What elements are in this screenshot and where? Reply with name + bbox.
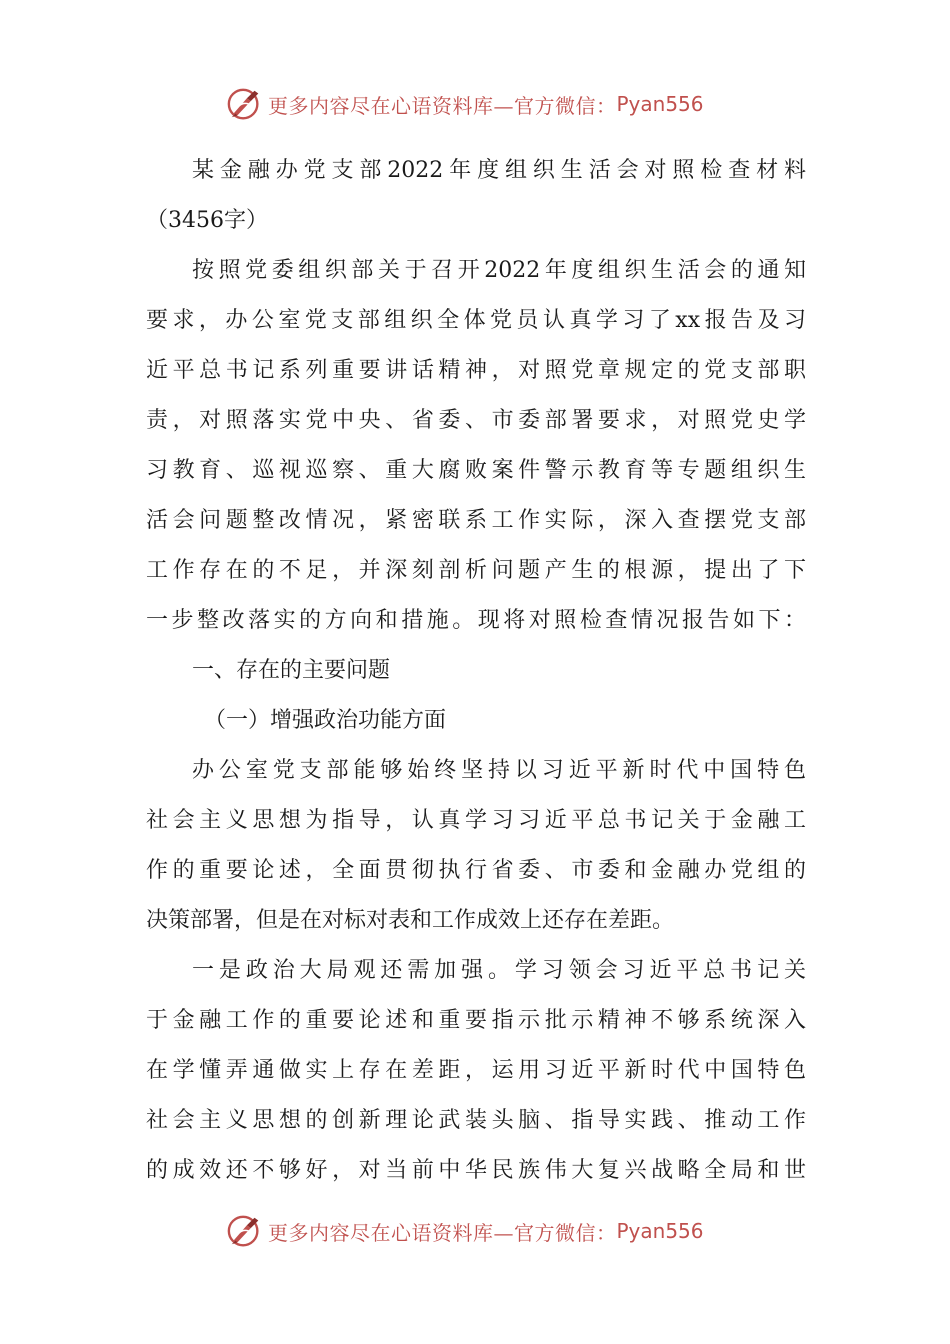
body-line: 一步整改落实的方向和措施。现将对照检查情况报告如下： (146, 608, 806, 633)
body-line: 社会主义思想为指导，认真学习习近平总书记关于金融工 (146, 808, 806, 833)
body-line: 社会主义思想的创新理论武装头脑、指导实践、推动工作 (146, 1108, 806, 1133)
body-line: 活会问题整改情况，紧密联系工作实际，深入查摆党支部 (146, 508, 806, 533)
body-line: 按照党委组织部关于召开2022年度组织生活会的通知 (192, 258, 806, 283)
watermark-footer (226, 1211, 746, 1251)
body-line: 在学懂弄通做实上存在差距，运用习近平新时代中国特色 (146, 1058, 806, 1083)
body-line: 决策部署，但是在对标对表和工作成效上还存在差距。 (146, 908, 675, 933)
document-body (146, 146, 806, 1196)
watermark-header (226, 84, 746, 124)
body-line: 办公室党支部能够始终坚持以习近平新时代中国特色 (192, 758, 806, 783)
document-title: 某金融办党支部2022年度组织生活会对照检查材料 (192, 158, 806, 183)
body-line: 责，对照落实党中央、省委、市委部署要求，对照党史学 (146, 408, 806, 433)
body-line: 习教育、巡视巡察、重大腐败案件警示教育等专题组织生 (146, 458, 806, 483)
body-line: 近平总书记系列重要讲话精神，对照党章规定的党支部职 (146, 358, 806, 383)
document-word-count: （3456字） (146, 208, 268, 233)
watermark-handle: Pyan556 (616, 1219, 704, 1243)
subsection-heading: （一）增强政治功能方面 (204, 708, 447, 733)
body-line: 作的重要论述，全面贯彻执行省委、市委和金融办党组的 (146, 858, 806, 883)
body-line: 工作存在的不足，并深刻剖析问题产生的根源，提出了下 (146, 558, 806, 583)
watermark-text: 更多内容尽在心语资料库—官方微信： (268, 1220, 617, 1245)
body-line: 一是政治大局观还需加强。学习领会习近平总书记关 (192, 958, 806, 983)
body-line: 于金融工作的重要论述和重要指示批示精神不够系统深入 (146, 1008, 806, 1033)
body-line: 要求，办公室党支部组织全体党员认真学习了xx报告及习 (146, 308, 806, 333)
body-line: 的成效还不够好，对当前中华民族伟大复兴战略全局和世 (146, 1158, 806, 1183)
watermark-handle: Pyan556 (616, 92, 704, 116)
pen-logo-icon (226, 85, 264, 123)
watermark-text: 更多内容尽在心语资料库—官方微信： (268, 93, 617, 118)
pen-logo-icon (226, 1212, 264, 1250)
section-heading: 一、存在的主要问题 (192, 658, 391, 683)
